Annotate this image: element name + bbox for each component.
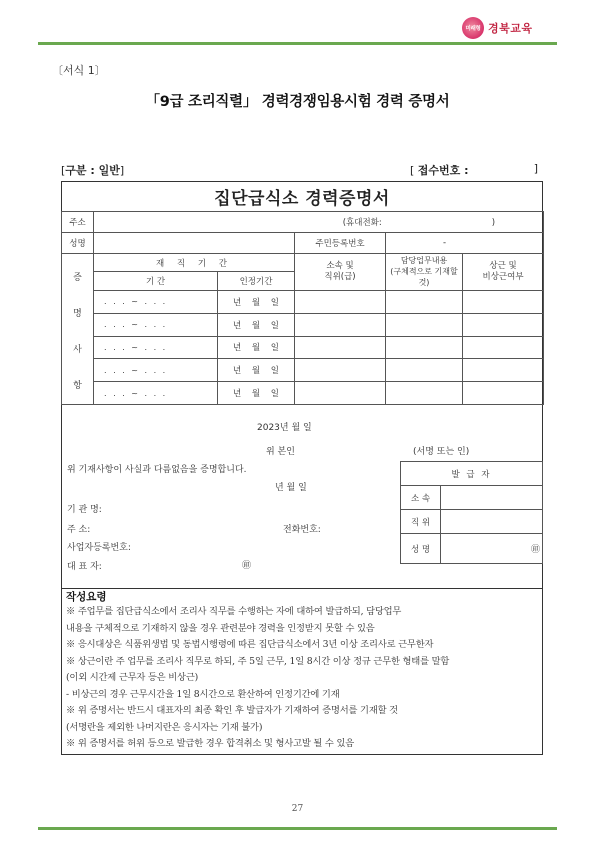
career-row [62, 336, 544, 359]
fulltime-cell[interactable] [463, 313, 544, 336]
fulltime-cell[interactable] [463, 359, 544, 382]
duties-cell[interactable] [386, 359, 463, 382]
writing-guide-title: 작성요령 [66, 591, 107, 603]
issuer-affiliation-label: 소 속 [401, 486, 441, 510]
receipt-label: 접수번호 : [417, 164, 469, 177]
issuer-header: 발 급 자 [401, 462, 543, 486]
career-row [62, 313, 544, 336]
career-row [62, 359, 544, 382]
career-row [62, 382, 544, 405]
recognized-cell[interactable]: 년 월 일 [218, 336, 295, 359]
proof-side-label: 증 명 사 항 [62, 254, 94, 405]
career-row [62, 290, 544, 313]
recognized-cell[interactable]: 년 월 일 [218, 290, 295, 313]
affiliation-cell[interactable] [295, 359, 386, 382]
representative-label: 대 표 자: [67, 562, 102, 572]
guide-line: ※ 주업무를 집단급식소에서 조리사 직무를 수행하는 자에 대하여 발급하되, 담당업무 [66, 606, 402, 617]
name-label: 성명 [62, 233, 94, 254]
page-title: 「9급 조리직렬」 경력경쟁임용시험 경력 증명서 [145, 94, 450, 110]
affiliation-cell[interactable] [295, 336, 386, 359]
writing-guide [61, 589, 543, 755]
affiliation-cell[interactable] [295, 313, 386, 336]
institution-label: 기 관 명: [67, 505, 102, 515]
receipt-number-field: [ 접수번호 : ] [410, 162, 538, 177]
duties-cell[interactable] [386, 313, 463, 336]
guide-line: (서명란을 제외한 나머지란은 응시자는 기재 불가) [66, 721, 263, 733]
guide-line: (이외 시간제 근무자 등은 비상근) [66, 672, 199, 683]
top-divider [38, 42, 557, 45]
guide-line: ※ 상근이란 주 업무를 조리사 직무로 하되, 주 5일 근무, 1일 8시간 이상 정규 근무한 형태를 말함 [66, 655, 450, 667]
form-number: 〔서식 1〕 [52, 64, 106, 77]
duties-cell[interactable] [386, 336, 463, 359]
logo-emblem-icon [462, 17, 484, 39]
gyeongbuk-education-logo [462, 17, 533, 39]
issuer-name-field[interactable] [441, 534, 543, 564]
institution-address-label: 주 소: [67, 525, 91, 535]
applicant-info-table [61, 211, 544, 405]
issue-date: 년 월 일 [275, 483, 307, 493]
period-cell[interactable]: . . . ~ . . . [94, 290, 218, 313]
fulltime-cell[interactable] [463, 382, 544, 405]
issuer-seal-icon: ㊞ [531, 545, 541, 555]
logo-text: 경북교육 [488, 22, 533, 35]
recognized-cell[interactable]: 년 월 일 [218, 359, 295, 382]
affiliation-cell[interactable] [295, 290, 386, 313]
logo-small-text: 미래형 [465, 26, 481, 32]
guide-line: ※ 위 증명서는 반드시 대표자의 최종 확인 후 발급자가 기재하여 증명서를 기재할 것 [66, 705, 398, 716]
issuer-affiliation-field[interactable] [441, 486, 543, 510]
recognized-cell[interactable]: 년 월 일 [218, 313, 295, 336]
duties-header: 담당업무내용 (구체적으로 기재할 것) [386, 254, 463, 291]
phone-label: 전화번호: [283, 525, 321, 535]
certify-statement: 위 기재사항이 사실과 다름없음을 증명합니다. [67, 465, 247, 475]
issuer-name-label: 성 명 [401, 534, 441, 564]
issuer-table [400, 461, 543, 564]
category-label: [구분 : 일반] [61, 164, 125, 177]
mobile-label: (휴대전화: [342, 218, 382, 228]
bottom-divider [38, 827, 557, 830]
recognized-cell[interactable]: 년 월 일 [218, 382, 295, 405]
period-cell[interactable]: . . . ~ . . . [94, 313, 218, 336]
fulltime-cell[interactable] [463, 290, 544, 313]
fulltime-header: 상근 및 비상근여부 [463, 254, 544, 291]
resident-number-label: 주민등록번호 [295, 233, 386, 254]
address-field[interactable]: (휴대전화: ) [94, 212, 544, 233]
guide-line: 내용을 구체적으로 기재하지 않을 경우 관련분야 경력을 인정받지 못할 수 있음 [66, 622, 375, 634]
duties-cell[interactable] [386, 290, 463, 313]
sign-or-seal: (서명 또는 인) [413, 447, 470, 457]
representative-seal-icon: ㊞ [242, 561, 252, 571]
address-label: 주소 [62, 212, 94, 233]
affiliation-cell[interactable] [295, 382, 386, 405]
issuer-position-label: 직 위 [401, 510, 441, 534]
sign-date: 2023년 월 일 [257, 423, 312, 433]
period-cell[interactable]: . . . ~ . . . [94, 359, 218, 382]
category-text: 구분 : 일반 [65, 164, 120, 177]
guide-line: - 비상근의 경우 근무시간을 1일 8시간으로 환산하여 인정기간에 기재 [66, 688, 340, 700]
business-number-label: 사업자등록번호: [67, 543, 131, 553]
guide-line: ※ 위 증명서를 허위 등으로 발급한 경우 합격취소 및 형사고발 될 수 있음 [66, 738, 355, 749]
period-subheader: 기 간 [94, 272, 218, 290]
period-cell[interactable]: . . . ~ . . . [94, 336, 218, 359]
employment-period-header: 재 직 기 간 [94, 254, 295, 272]
page-number: 27 [291, 804, 304, 814]
certificate-title: 집단급식소 경력증명서 [62, 182, 542, 212]
duties-cell[interactable] [386, 382, 463, 405]
period-cell[interactable]: . . . ~ . . . [94, 382, 218, 405]
self-label: 위 본인 [266, 447, 295, 457]
resident-number-field[interactable]: - [386, 233, 544, 254]
recognized-subheader: 인정기간 [218, 272, 295, 290]
fulltime-cell[interactable] [463, 336, 544, 359]
name-field[interactable] [94, 233, 295, 254]
guide-line: ※ 응시대상은 식품위생법 및 동법시행령에 따른 집단급식소에서 3년 이상 조리사로 근무한자 [66, 639, 434, 650]
issuer-position-field[interactable] [441, 510, 543, 534]
affiliation-header: 소속 및 직위(급) [295, 254, 386, 291]
